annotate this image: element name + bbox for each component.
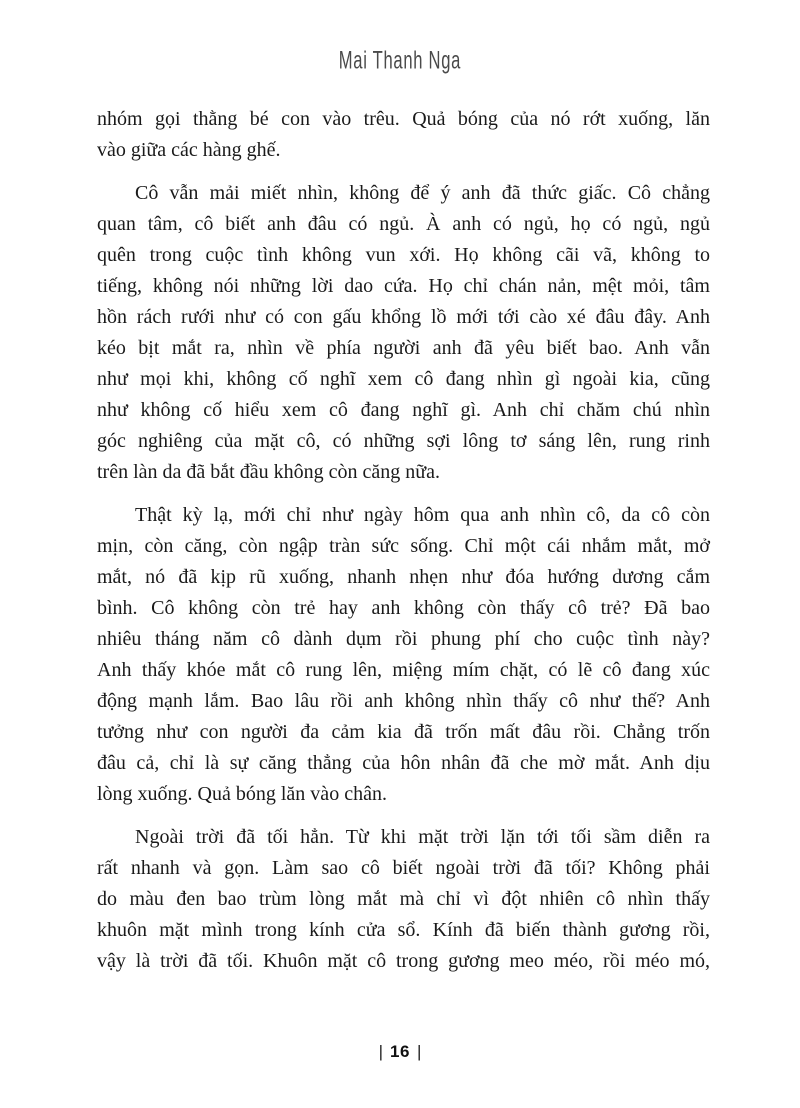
text-line: Thật kỳ lạ, mới chỉ như ngày hôm qua anh nhìn cô, da cô còn [135,504,710,526]
text-line: mắt, nó đã kịp rũ xuống, nhanh nhẹn như đóa hướng dương cắm [97,566,710,588]
paragraph [97,822,710,977]
text-line: như mọi khi, không cố nghĩ xem cô đang nhìn gì ngoài kia, cũng [97,368,710,390]
paragraph [97,500,710,810]
text-line: động mạnh lắm. Bao lâu rồi anh không nhìn thấy cô như thế? Anh [97,690,710,712]
text-line: quên trong cuộc tình không vun xới. Họ không cãi vã, không to [97,244,710,266]
text-line: hồn rách rưới như có con gấu khổng lồ mới tới cào xé đâu đây. Anh [97,306,710,328]
paragraph [97,104,710,166]
text-line: trên làn da đã bắt đầu không còn căng nữa. [97,461,440,483]
text-line: tưởng như con người đa cảm kia đã trốn mất đâu rồi. Chẳng trốn [97,721,710,743]
paragraph [97,178,710,488]
text-line: nhóm gọi thằng bé con vào trêu. Quả bóng của nó rớt xuống, lăn [97,108,710,130]
text-line: Ngoài trời đã tối hẳn. Từ khi mặt trời lặn tới tối sầm diễn ra [135,826,710,848]
page-body [97,104,710,977]
footer-bar-left: | [378,1042,384,1061]
text-line: góc nghiêng của mặt cô, có những sợi lông tơ sáng lên, rung rinh [97,430,710,452]
text-line: Anh thấy khóe mắt cô rung lên, miệng mím chặt, có lẽ cô đang xúc [97,659,710,681]
text-line: nhiêu tháng năm cô dành dụm rồi phung phí cho cuộc tình này? [97,628,710,650]
text-line: khuôn mặt mình trong kính cửa sổ. Kính đã biến thành gương rồi, [97,919,710,941]
text-line: mịn, còn căng, còn ngập tràn sức sống. Chỉ một cái nhắm mắt, mở [97,535,710,557]
text-line: lòng xuống. Quả bóng lăn vào chân. [97,783,387,805]
page-footer [0,1042,800,1062]
text-line: tiếng, không nói những lời dao cứa. Họ chỉ chán nản, mệt mỏi, tâm [97,275,710,297]
running-header-author: Mai Thanh Nga [338,46,462,75]
text-line: bình. Cô không còn trẻ hay anh không còn thấy cô trẻ? Đã bao [97,597,710,619]
text-line: vậy là trời đã tối. Khuôn mặt cô trong gương meo méo, rồi méo mó, [97,950,710,972]
footer-bar-right: | [416,1042,422,1061]
running-header [0,46,800,73]
text-line: quan tâm, cô biết anh đâu có ngủ. À anh có ngủ, họ có ngủ, ngủ [97,213,710,235]
text-line: Cô vẫn mải miết nhìn, không để ý anh đã thức giấc. Cô chẳng [135,182,710,204]
text-line: kéo bịt mắt ra, nhìn về phía người anh đã yêu biết bao. Anh vẫn [97,337,710,359]
text-line: đâu cả, chỉ là sự căng thẳng của hôn nhân đã che mờ mắt. Anh dịu [97,752,710,774]
text-line: do màu đen bao trùm lòng mắt mà chỉ vì đột nhiên cô nhìn thấy [97,888,710,910]
page-number: 16 [390,1042,410,1061]
text-line: như không cố hiểu xem cô đang nghĩ gì. Anh chỉ chăm chú nhìn [97,399,710,421]
text-line: vào giữa các hàng ghế. [97,139,281,161]
text-line: rất nhanh và gọn. Làm sao cô biết ngoài trời đã tối? Không phải [97,857,710,879]
